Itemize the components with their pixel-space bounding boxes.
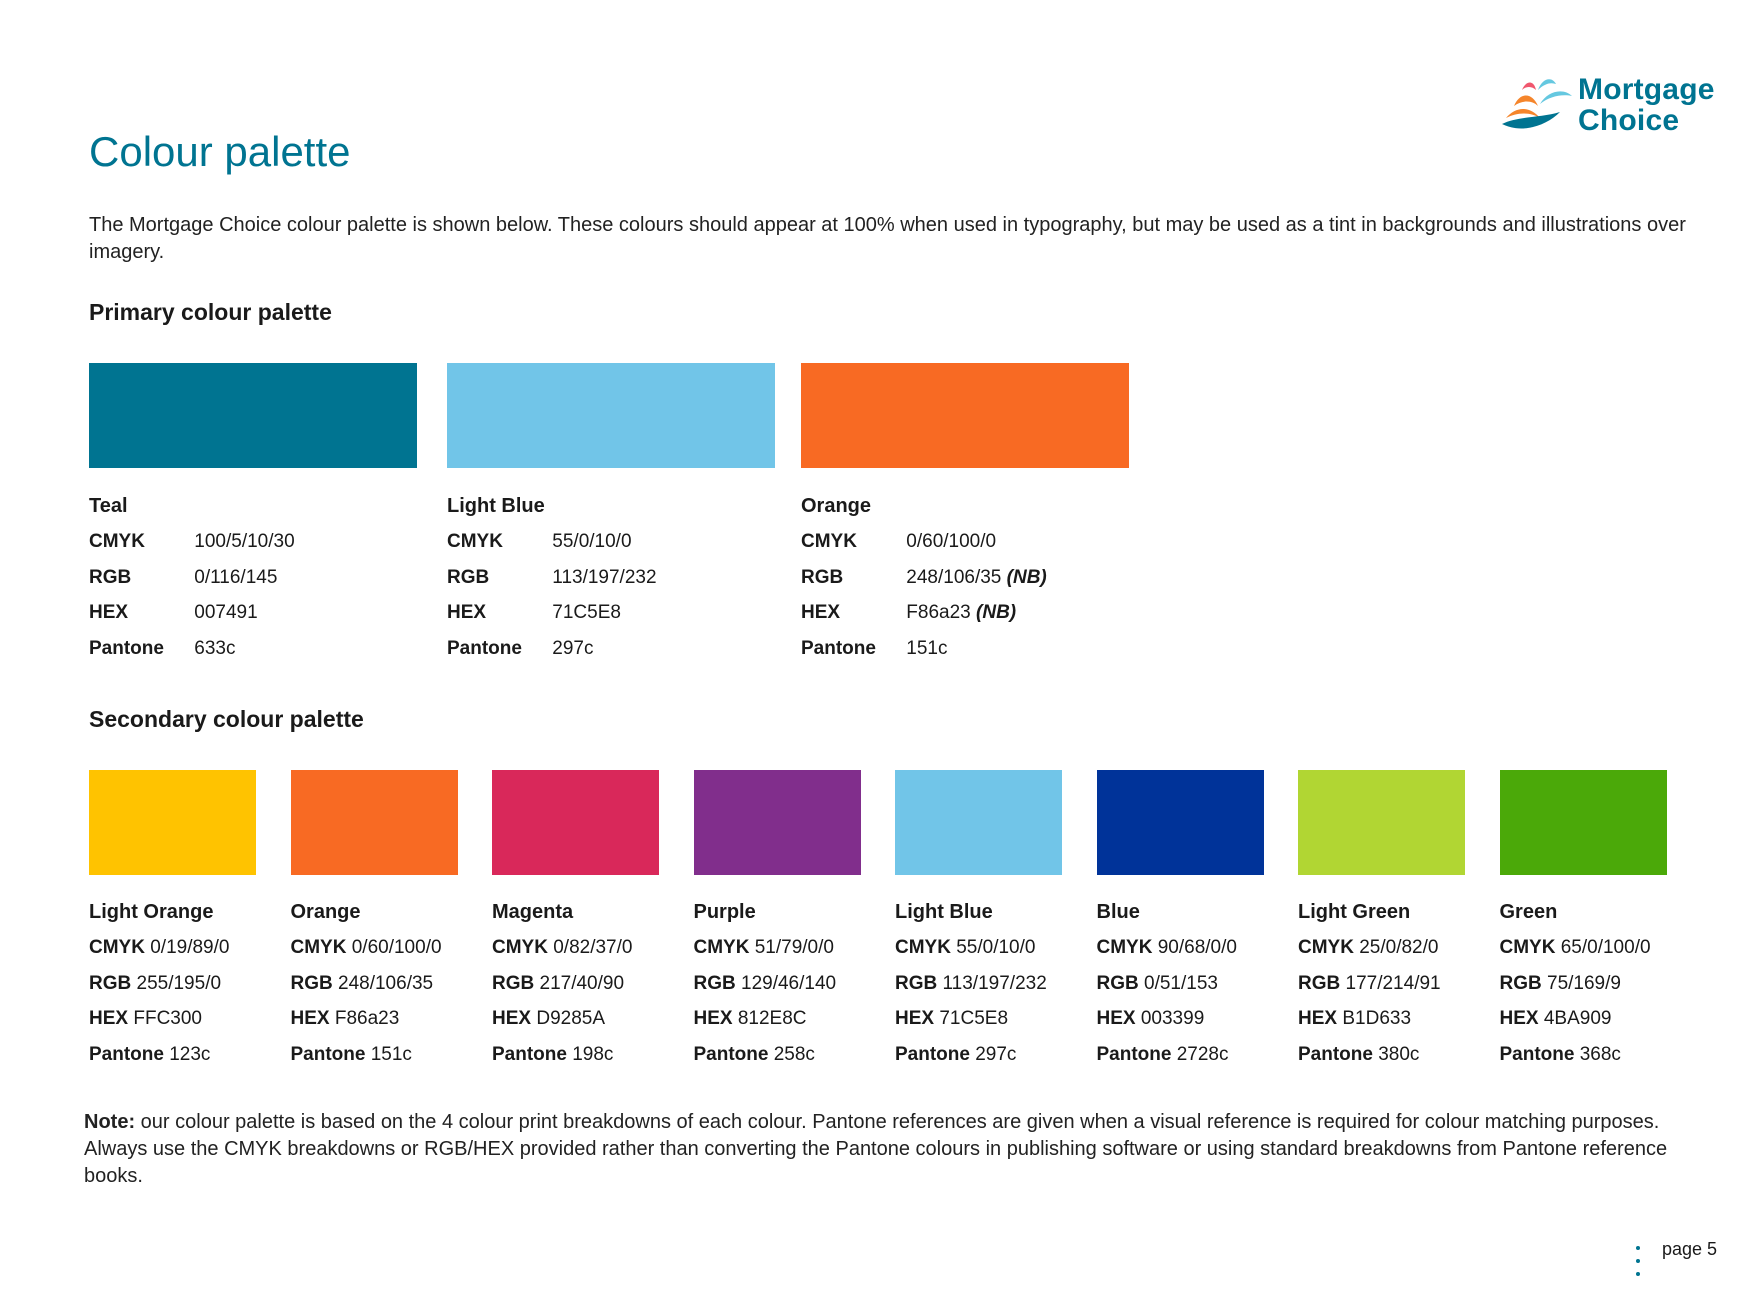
color-name: Light Blue: [447, 495, 545, 517]
color-rgb-row-label: RGB: [447, 566, 490, 588]
color-pantone-row: [89, 1042, 210, 1068]
color-swatch: [801, 363, 1129, 468]
color-swatch: [694, 770, 861, 875]
logo-wordmark-line2: Choice: [1578, 104, 1680, 137]
secondary-palette-heading: Secondary colour palette: [89, 706, 364, 732]
color-name: Purple: [693, 901, 756, 923]
color-cmyk-row: [89, 529, 295, 555]
mortgage-choice-logo: [1500, 74, 1740, 140]
color-pantone-row-label: Pantone: [447, 637, 522, 659]
color-cmyk-row-value: 90/68/0/0: [1157, 937, 1237, 958]
color-cmyk-row-value: 0/60/100/0: [351, 937, 442, 958]
color-rgb-row-value: 113/197/232: [942, 972, 1047, 994]
color-name: Orange: [290, 901, 361, 923]
color-cmyk-row: [291, 935, 442, 961]
color-hex-row: [895, 1006, 1008, 1032]
color-hex-row-label: HEX: [492, 1008, 532, 1029]
color-hex-row-value: D9285A: [536, 1008, 606, 1029]
color-hex-row-label: HEX: [89, 602, 129, 623]
color-cmyk-row-value: 100/5/10/30: [194, 531, 295, 552]
color-pantone-row-value: 198c: [572, 1043, 614, 1065]
color-rgb-row-label: RGB: [693, 972, 736, 994]
color-pantone-row: [89, 636, 235, 662]
color-rgb-row-value: 0/51/153: [1144, 972, 1218, 994]
color-cmyk-row: [492, 935, 632, 961]
color-cmyk-row-value: 55/0/10/0: [956, 937, 1036, 958]
note-text: our colour palette is based on the 4 colour print breakdowns of each colour. Pantone references are given when a visual reference is required for colour matching purposes. Always use the CMYK breakdowns or RGB/HEX provided rather than converting the Pantone colours in publishing software or using standard breakdowns from Pantone reference books.: [84, 1111, 1668, 1187]
color-hex-row-value: 812E8C: [737, 1008, 807, 1029]
color-rgb-row: [1097, 971, 1218, 997]
color-rgb-row-value: 248/106/35: [338, 972, 434, 994]
primary-palette-heading: Primary colour palette: [89, 299, 332, 325]
color-hex-row: [1298, 1006, 1411, 1032]
color-cmyk-row-label: CMYK: [1298, 937, 1354, 958]
color-pantone-row-label: Pantone: [801, 637, 876, 659]
color-pantone-row-label: Pantone: [1298, 1043, 1373, 1065]
color-pantone-row-value: 297c: [975, 1043, 1017, 1065]
color-hex-row-label: HEX: [447, 602, 487, 623]
color-rgb-row-value: 113/197/232: [552, 566, 657, 588]
color-hex-row: [694, 1006, 807, 1032]
color-hex-row: [291, 1006, 400, 1032]
color-pantone-row-label: Pantone: [89, 637, 164, 659]
color-cmyk-row: [1097, 935, 1237, 961]
color-hex-row-value: FFC300: [133, 1008, 202, 1029]
color-pantone-row-label: Pantone: [895, 1043, 970, 1065]
color-pantone-row-value: 380c: [1378, 1043, 1420, 1065]
color-cmyk-row: [89, 935, 229, 961]
color-rgb-row-value: 248/106/35: [906, 566, 1002, 588]
color-rgb-row: [1298, 971, 1441, 997]
color-cmyk-row-label: CMYK: [447, 531, 503, 552]
color-cmyk-row-value: 0/60/100/0: [906, 531, 997, 552]
color-cmyk-row: [1298, 935, 1438, 961]
color-hex-row: [89, 1006, 202, 1032]
color-hex-row-value: F86a23: [334, 1008, 400, 1029]
color-pantone-row-label: Pantone: [693, 1043, 769, 1065]
color-hex-row-label: HEX: [290, 1008, 330, 1029]
color-cmyk-row-value: 25/0/82/0: [1359, 937, 1439, 958]
color-swatch: [895, 770, 1062, 875]
color-hex-row: [492, 1006, 605, 1032]
color-cmyk-row-value: 51/79/0/0: [754, 937, 834, 958]
color-cmyk-row-label: CMYK: [801, 531, 857, 552]
color-swatch: [1500, 770, 1667, 875]
color-pantone-row: [801, 636, 947, 662]
color-pantone-row-value: 368c: [1579, 1043, 1621, 1065]
color-rgb-row: [1500, 971, 1621, 997]
color-name: Light Green: [1298, 901, 1411, 923]
color-hex-row-value: B1D633: [1342, 1008, 1412, 1029]
color-rgb-row: [492, 971, 624, 997]
color-cmyk-row-value: 65/0/100/0: [1560, 937, 1651, 958]
color-rgb-row-label: RGB: [89, 972, 132, 994]
logo-wordmark-line1: Mortgage: [1578, 73, 1715, 106]
color-rgb-row-label: RGB: [290, 972, 333, 994]
color-cmyk-row-label: CMYK: [492, 937, 548, 958]
color-pantone-row-value: 297c: [552, 637, 594, 659]
color-hex-row-label: HEX: [89, 1008, 129, 1029]
logo-splash-icon: [1500, 76, 1576, 138]
color-rgb-row-label: RGB: [492, 972, 535, 994]
color-pantone-row: [1500, 1042, 1621, 1068]
color-swatch: [492, 770, 659, 875]
color-cmyk-row-value: 0/82/37/0: [553, 937, 633, 958]
color-pantone-row-value: 258c: [773, 1043, 815, 1065]
page-dots-icon: [1636, 1246, 1642, 1280]
color-swatch: [89, 770, 256, 875]
color-swatch: [1298, 770, 1465, 875]
color-pantone-row: [1298, 1042, 1419, 1068]
color-rgb-row-label: RGB: [895, 972, 938, 994]
color-cmyk-row: [801, 529, 996, 555]
color-cmyk-row-label: CMYK: [89, 937, 145, 958]
color-hex-row: [447, 600, 621, 626]
color-rgb-row-value: 0/116/145: [194, 566, 278, 588]
color-hex-row: [1500, 1006, 1612, 1032]
color-pantone-row: [694, 1042, 815, 1068]
color-pantone-row-label: Pantone: [1499, 1043, 1575, 1065]
color-pantone-row-label: Pantone: [89, 1043, 164, 1065]
color-pantone-row-value: 633c: [194, 637, 236, 659]
color-rgb-row-value: 255/195/0: [136, 972, 222, 994]
color-hex-row-value: 003399: [1140, 1008, 1205, 1029]
color-cmyk-row: [1500, 935, 1651, 961]
color-hex-row: [1097, 1006, 1205, 1032]
color-pantone-row-value: 151c: [906, 637, 948, 659]
color-name: Orange: [801, 495, 872, 517]
color-pantone-row-value: 2728c: [1176, 1043, 1229, 1065]
color-rgb-row-value: 129/46/140: [741, 972, 837, 994]
color-cmyk-row: [694, 935, 834, 961]
color-hex-row-label: HEX: [895, 1008, 935, 1029]
color-swatch: [447, 363, 775, 468]
color-name: Magenta: [492, 901, 574, 923]
color-name: Light Orange: [89, 901, 214, 923]
color-swatch: [291, 770, 458, 875]
color-pantone-row-label: Pantone: [290, 1043, 366, 1065]
color-pantone-row: [291, 1042, 412, 1068]
color-cmyk-row: [895, 935, 1035, 961]
color-rgb-row-value: 217/40/90: [539, 972, 625, 994]
color-cmyk-row-label: CMYK: [895, 937, 951, 958]
color-pantone-row: [1097, 1042, 1229, 1068]
color-pantone-row-value: 151c: [370, 1043, 412, 1065]
color-hex-row-label: HEX: [801, 602, 841, 623]
color-swatch: [89, 363, 417, 468]
color-pantone-row-value: 123c: [169, 1043, 211, 1065]
color-rgb-row: [89, 565, 277, 591]
color-hex-row-value: 007491: [194, 602, 258, 623]
color-rgb-row-label: RGB: [1298, 972, 1341, 994]
color-hex-row-value: 71C5E8: [939, 1008, 1009, 1029]
note-paragraph: [84, 1109, 1704, 1190]
color-cmyk-row-label: CMYK: [1499, 937, 1556, 958]
color-hex-row-note: (NB): [976, 602, 1017, 623]
color-hex-row-value: F86a23: [906, 602, 971, 623]
color-hex-row: [801, 600, 1016, 626]
note-label: Note:: [84, 1111, 136, 1133]
color-rgb-row: [447, 565, 657, 591]
color-cmyk-row-value: 55/0/10/0: [552, 531, 632, 552]
color-hex-row: [89, 600, 258, 626]
color-cmyk-row-label: CMYK: [1096, 937, 1153, 958]
color-rgb-row-label: RGB: [89, 566, 132, 588]
color-hex-row-value: 71C5E8: [552, 602, 621, 623]
color-rgb-row-label: RGB: [1096, 972, 1139, 994]
color-hex-row-label: HEX: [1499, 1008, 1539, 1029]
color-pantone-row: [447, 636, 593, 662]
intro-paragraph: The Mortgage Choice colour palette is shown below. These colours should appear at 100% when used in typography, but may be used as a tint in backgrounds and illustrations over imagery.: [89, 214, 1686, 263]
color-hex-row-label: HEX: [693, 1008, 733, 1029]
color-rgb-row-value: 75/169/9: [1547, 972, 1621, 994]
color-hex-row-label: HEX: [1096, 1008, 1136, 1029]
color-hex-row-value: 4BA909: [1543, 1008, 1612, 1029]
color-pantone-row: [492, 1042, 613, 1068]
logo-wordmark: [1578, 74, 1715, 136]
color-rgb-row: [291, 971, 434, 997]
color-cmyk-row: [447, 529, 632, 555]
color-pantone-row-label: Pantone: [1096, 1043, 1172, 1065]
color-cmyk-row-value: 0/19/89/0: [150, 937, 230, 958]
color-name: Teal: [89, 495, 128, 517]
color-name: Green: [1499, 901, 1558, 923]
color-rgb-row-label: RGB: [1499, 972, 1542, 994]
color-rgb-row: [89, 971, 221, 997]
color-name: Light Blue: [895, 901, 993, 923]
color-rgb-row: [801, 565, 1047, 591]
color-rgb-row-label: RGB: [801, 566, 844, 588]
color-rgb-row-value: 177/214/91: [1345, 972, 1441, 994]
color-rgb-row: [694, 971, 837, 997]
color-cmyk-row-label: CMYK: [693, 937, 750, 958]
color-cmyk-row-label: CMYK: [290, 937, 347, 958]
color-cmyk-row-label: CMYK: [89, 531, 145, 552]
page-title: Colour palette: [89, 128, 351, 175]
color-pantone-row-label: Pantone: [492, 1043, 567, 1065]
color-name: Blue: [1096, 901, 1140, 923]
color-swatch: [1097, 770, 1264, 875]
color-rgb-row-note: (NB): [1006, 566, 1047, 588]
page-number: page 5: [1662, 1239, 1718, 1259]
color-hex-row-label: HEX: [1298, 1008, 1338, 1029]
color-rgb-row: [895, 971, 1047, 997]
color-pantone-row: [895, 1042, 1016, 1068]
